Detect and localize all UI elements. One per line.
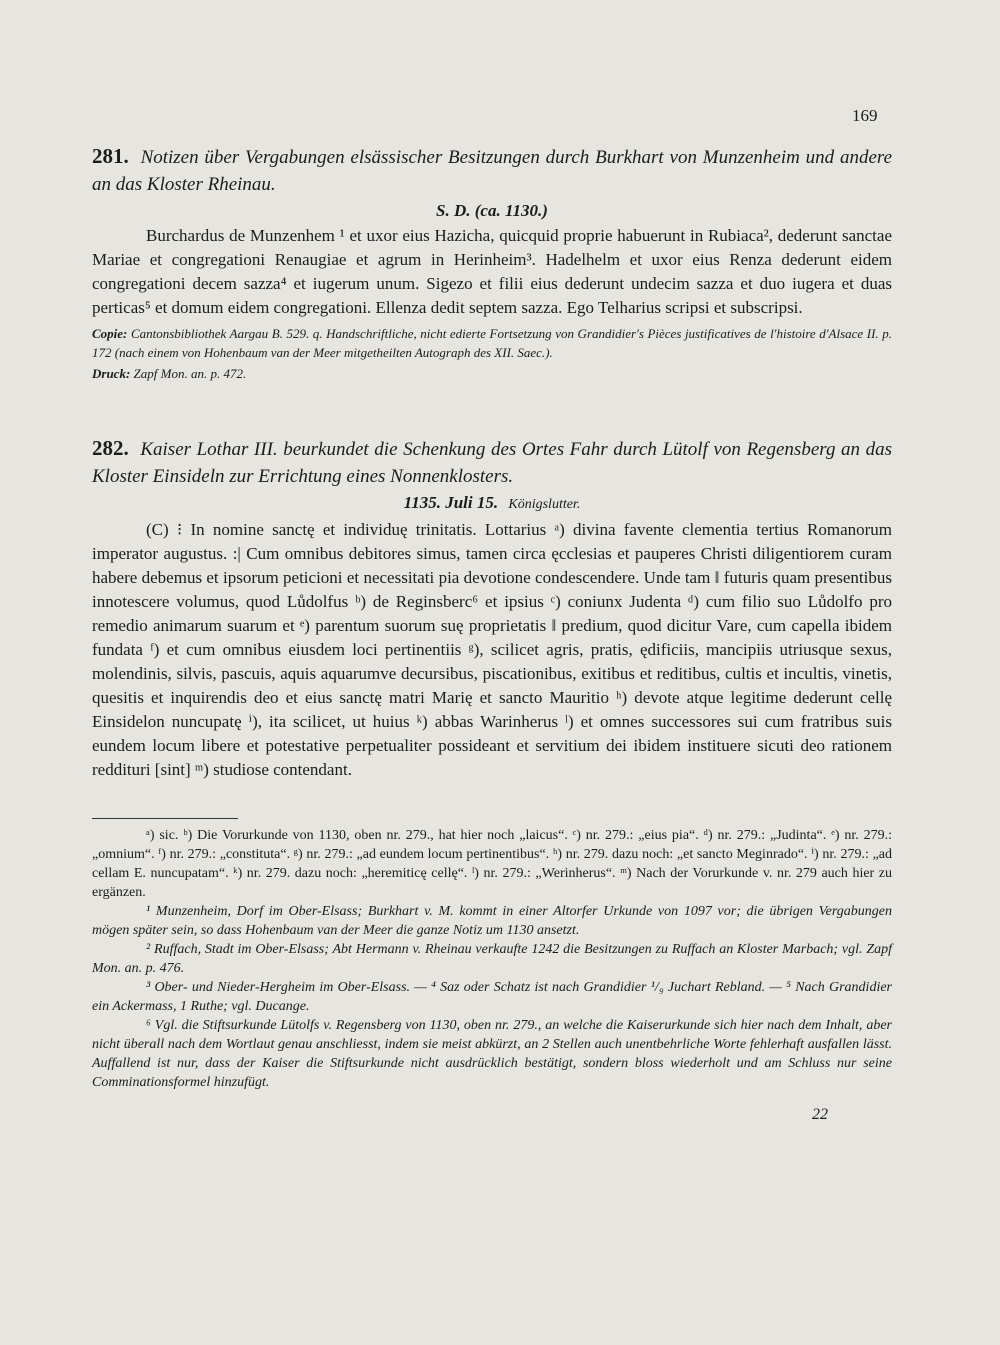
entry-281 bbox=[92, 143, 892, 383]
entry-281-copy-note bbox=[92, 324, 892, 362]
footnote-2: ² Ruffach, Stadt im Ober-Elsass; Abt Hermann v. Rheinau verkaufte 1242 die Besitzungen zu Ruffach an Kloster Marbach; vgl. Zapf Mon. an. p. 476. bbox=[92, 942, 892, 976]
entry-281-print-note bbox=[92, 364, 892, 383]
entry-282-date-line bbox=[92, 490, 892, 518]
entry-282-body: (C) ⁝ In nomine sanctę et individuę trinitatis. Lottarius ᵃ) divina favente clementia tertius Romanorum imperator augustus. :| Cum omnibus debitores simus, tamen circa ęcclesias et pauperes Christi diligentiorem curam habere debemus et ipsorum peticioni et necessitati pia devotione condescendere. Unde tam ‖ futuris quam presentibus innotescere volumus, quod Lůdolfus ᵇ) de Reginsberc⁶ et ipsius ᶜ) coniunx Judenta ᵈ) cum filio suo Lůdolfo pro remedio animarum suarum et ᵉ) parentum suorum suę proprietatis ‖ predium, quod dicitur Vare, cum capella ibidem fundata ᶠ) et cum omnibus eiusdem loci pertinentiis ᵍ), scilicet agris, pratis, ędificiis, mancipiis utriusque sexus, molendinis, silvis, pascuis, aquis aquarumve decursibus, piscationibus, exitibus et reditibus, cultis et incultis, vinetis, quesitis et inquirendis deo et eius sanctę matri Marię et sancto Mauritio ʰ) devote atque legitime dederunt cellę Einsidelon nuncupatę ⁱ), ita scilicet, ut huius ᵏ) abbas Warinherus ˡ) et omnes successores sui cum fratribus suis eundem locum libere et potestative perpetualiter possideant et servitium dei ibidem instituere sicuti deo rationem redditurі [sint] ᵐ) studiose contendant. bbox=[92, 520, 892, 779]
entry-281-title: Notizen über Vergabungen elsässischer Besitzungen durch Burkhart von Munzenheim und andere an das Kloster Rheinau. bbox=[92, 147, 893, 195]
print-text: Zapf Mon. an. p. 472. bbox=[133, 366, 247, 381]
entry-282 bbox=[92, 435, 892, 782]
footnote-divider bbox=[92, 818, 238, 819]
entry-282-heading bbox=[92, 435, 892, 490]
entry-281-text bbox=[92, 224, 892, 320]
entry-281-body: Burchardus de Munzenhem ¹ et uxor eius Hazicha, quicquid proprie habuerunt in Rubiaca², dederunt sanctae Mariae et congregationi Renaugiae et agrum in Herinheim³. Hadelhelm et uxor eius Renza dederunt eidem congregationi decem sazza⁴ et iugerum unum. Sigezo et filii eius dederunt undecim sazza et duo iugera et duas perticas⁵ et domum eidem congregationi. Ellenza dedit septem sazza. Ego Telharius scripsi et subscripsi. bbox=[92, 226, 892, 317]
entry-282-title: Kaiser Lothar III. beurkundet die Schenkung des Ortes Fahr durch Lütolf von Regensberg an das Kloster Einsideln zur Errichtung eines Nonnenklosters. bbox=[92, 439, 892, 487]
entry-281-number: 281. bbox=[92, 144, 129, 168]
copy-label: Copie: bbox=[92, 326, 128, 341]
footnote-3-4-5: ³ Ober- und Nieder-Hergheim im Ober-Elsass. — ⁴ Saz oder Schatz ist nach Grandidier ¹/₉ Juchart Rebland. — ⁵ Nach Grandidier ein Ackermass, 1 Ruthe; vgl. Ducange. bbox=[92, 980, 892, 1014]
print-label: Druck: bbox=[92, 366, 131, 381]
signature-mark: 22 bbox=[812, 1106, 828, 1123]
entry-282-place: Königslutter. bbox=[508, 497, 581, 512]
page-number: 169 bbox=[852, 106, 878, 125]
entry-281-heading bbox=[92, 143, 892, 198]
entry-282-number: 282. bbox=[92, 436, 129, 460]
footnote-6: ⁶ Vgl. die Stiftsurkunde Lütolfs v. Regensberg von 1130, oben nr. 279., an welche die Kaiserurkunde sich hier nach dem Inhalt, aber nicht überall nach dem Wortlaut genau anschliesst, indem sie meist abkürzt, an 2 Stellen auch unentbehrliche Worte fehlerhaft ausfallen lässt. Auffallend ist nur, dass der Kaiser die Stiftsurkunde nicht ausdrücklich bestätigt, sondern bloss wiederholt und am Schluss nur seine Comminationsformel hinzufügt. bbox=[92, 1018, 892, 1090]
entry-282-text bbox=[92, 518, 892, 782]
footnote-critical-apparatus: ᵃ) sic. ᵇ) Die Vorurkunde von 1130, oben nr. 279., hat hier noch „laicus“. ᶜ) nr. 279.: „eius pia“. ᵈ) nr. 279.: „Judinta“. ᵉ) nr. 279.: „omnium“. ᶠ) nr. 279.: „constituta“. ᵍ) nr. 279.: „ad eundem locum pertinentibus“. ʰ) nr. 279. dazu noch: „et sancto Meginrado“. ⁱ) nr. 279.: „ad cellam E. nuncupatam“. ᵏ) nr. 279. dazu noch: „heremiticę cellę“. ˡ) nr. 279.: „Werinherus“. ᵐ) Nach der Vorurkunde v. nr. 279 auch hier zu ergänzen. bbox=[92, 828, 892, 900]
entry-282-date: 1135. Juli 15. bbox=[403, 493, 499, 512]
footnote-1: ¹ Munzenheim, Dorf im Ober-Elsass; Burkhart v. M. kommt in einer Altorfer Urkunde von 1097 vor; die übrigen Vergabungen mögen später sein, so dass Hohenbaum van der Meer die ganze Notiz um 1130 ansetzt. bbox=[92, 904, 892, 938]
entry-281-date: S. D. (ca. 1130.) bbox=[436, 201, 548, 220]
footnotes bbox=[92, 826, 892, 1092]
copy-text: Cantonsbibliothek Aargau B. 529. q. Handschriftliche, nicht edierte Fortsetzung von Grandidier's Pièces justificatives de l'histoire d'Alsace II. p. 172 (nach einem von Hohenbaum van der Meer mitgetheilten Autograph des XII. Saec.). bbox=[92, 326, 892, 360]
